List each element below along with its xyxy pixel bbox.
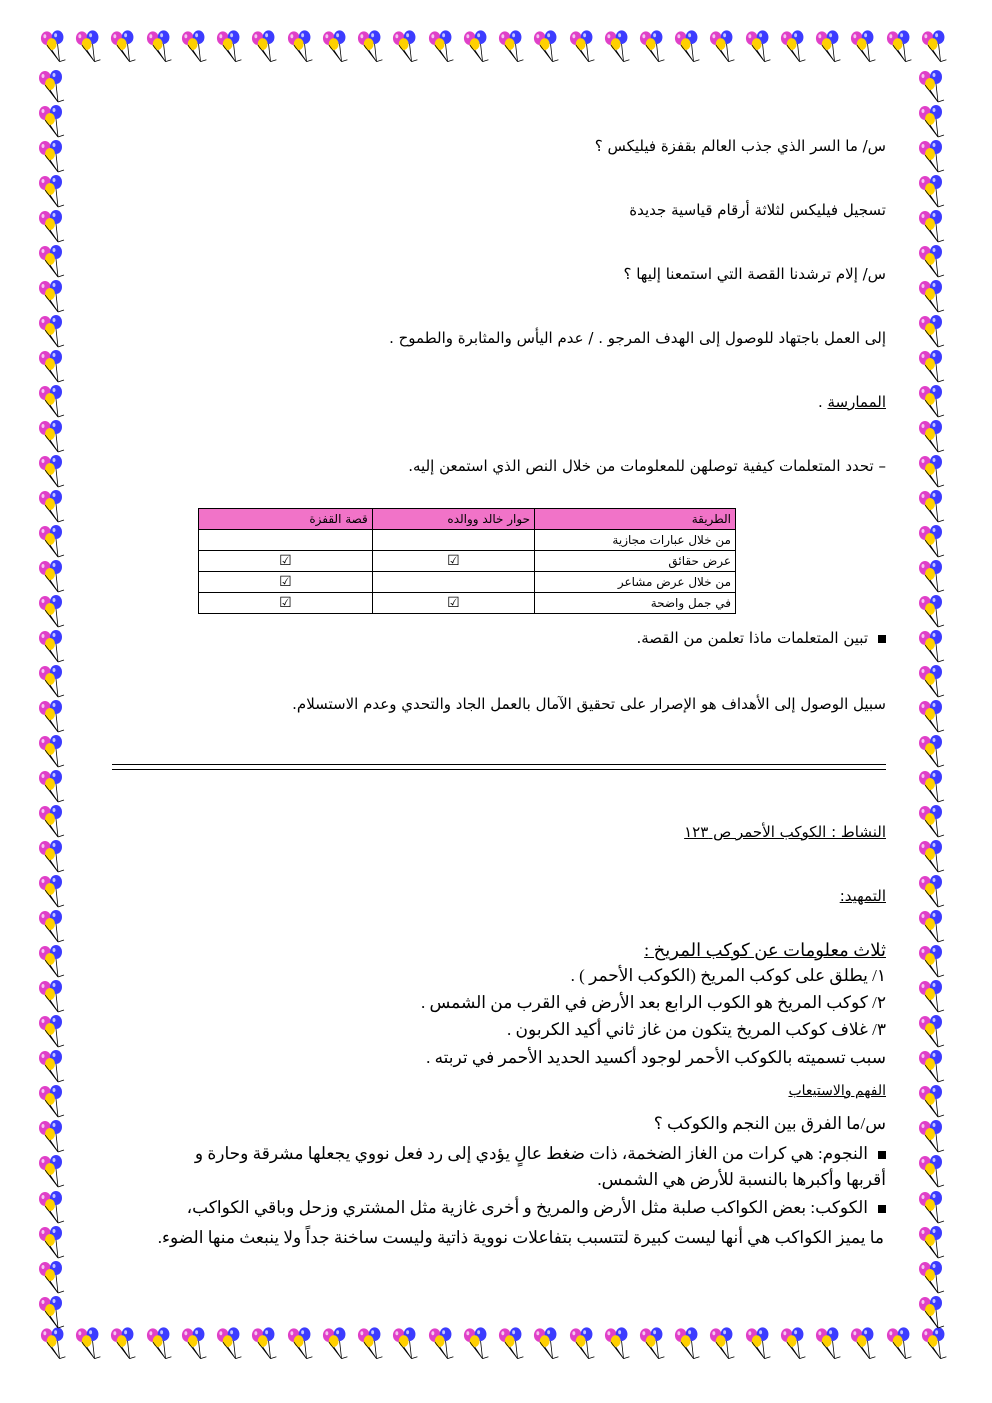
balloon-icon: [36, 70, 72, 104]
table-row: [199, 593, 736, 614]
square-bullet-icon: [878, 635, 886, 643]
balloon-icon: [813, 1327, 848, 1361]
checkbox-icon: ☑: [372, 551, 534, 572]
table-header-row: [199, 509, 736, 530]
balloon-icon: [916, 1191, 952, 1225]
balloon-icon: [36, 665, 72, 699]
fact-item: ١/ يطلق على كوكب المريخ (الكوكب الأحمر ) .: [570, 966, 886, 985]
balloon-icon: [426, 1327, 461, 1361]
balloon-icon: [73, 30, 108, 64]
balloon-icon: [36, 910, 72, 944]
square-bullet-icon: [878, 1151, 886, 1159]
balloon-icon: [916, 840, 952, 874]
practice-heading-suffix: .: [817, 393, 828, 411]
balloon-icon: [36, 1085, 72, 1119]
answer-1: تسجيل فيليكس لثلاثة أرقام قياسية جديدة: [629, 201, 886, 219]
fact-item: سبب تسميته بالكوكب الأحمر لوجود أكسيد الحديد الأحمر في تربته .: [426, 1048, 886, 1067]
balloon-border-bottom: [38, 1327, 954, 1367]
balloon-icon: [916, 70, 952, 104]
lesson-bullet-text: تبين المتعلمات ماذا تعلمن من القصة.: [636, 629, 868, 647]
balloon-icon: [73, 1327, 108, 1361]
balloon-border-right: [916, 70, 956, 1330]
star-line-1: النجوم: هي كرات من الغاز الضخمة، ذات ضغط عالٍ يؤدي إلى رد فعل نووي يجعلها مشرقة وحارة و: [194, 1144, 868, 1163]
balloon-icon: [916, 210, 952, 244]
balloon-icon: [919, 1327, 954, 1361]
balloon-icon: [602, 1327, 637, 1361]
practice-instruction: – تحدد المتعلمات كيفية توصلهن للمعلومات من خلال النص الذي استمعن إليه.: [408, 457, 886, 475]
table-row: [199, 530, 736, 551]
balloon-icon: [916, 735, 952, 769]
balloon-icon: [36, 525, 72, 559]
balloon-icon: [108, 1327, 143, 1361]
balloon-icon: [285, 1327, 320, 1361]
balloon-icon: [637, 30, 672, 64]
balloon-icon: [848, 1327, 883, 1361]
balloon-icon: [285, 30, 320, 64]
balloon-icon: [916, 910, 952, 944]
star-definition: [110, 1142, 886, 1166]
balloon-icon: [916, 805, 952, 839]
balloon-icon: [848, 30, 883, 64]
balloon-icon: [916, 385, 952, 419]
balloon-icon: [36, 455, 72, 489]
balloon-icon: [36, 805, 72, 839]
balloon-icon: [36, 1050, 72, 1084]
balloon-icon: [916, 1085, 952, 1119]
balloon-icon: [916, 245, 952, 279]
balloon-icon: [916, 1226, 952, 1260]
balloon-icon: [916, 175, 952, 209]
balloon-icon: [778, 1327, 813, 1361]
balloon-icon: [496, 30, 531, 64]
table-cell: عرض حقائق: [535, 551, 736, 572]
balloon-icon: [916, 525, 952, 559]
balloon-icon: [36, 630, 72, 664]
balloon-icon: [884, 1327, 919, 1361]
balloon-icon: [884, 30, 919, 64]
balloon-icon: [916, 1050, 952, 1084]
balloon-icon: [320, 30, 355, 64]
balloon-icon: [916, 1015, 952, 1049]
section-divider: [112, 764, 886, 770]
balloon-icon: [531, 30, 566, 64]
balloon-icon: [36, 245, 72, 279]
methods-table: [198, 508, 736, 614]
planet-definition: [110, 1196, 886, 1220]
balloon-icon: [916, 350, 952, 384]
balloon-icon: [390, 30, 425, 64]
star-line-2: أقربها وأكبرها بالنسبة للأرض هي الشمس.: [597, 1170, 886, 1189]
planet-line-1: الكوكب: بعض الكواكب صلبة مثل الأرض والمريخ و أخرى غازية مثل المشتري وزحل وباقي الكواكب،: [186, 1198, 868, 1217]
balloon-icon: [916, 455, 952, 489]
balloon-icon: [36, 1261, 72, 1295]
balloon-icon: [249, 30, 284, 64]
table-row: [199, 572, 736, 593]
comprehension-heading: الفهم والاستيعاب: [788, 1084, 886, 1099]
balloon-border-top: [38, 30, 954, 70]
balloon-icon: [916, 630, 952, 664]
table-cell: من خلال عبارات مجازية: [535, 530, 736, 551]
balloon-icon: [707, 1327, 742, 1361]
balloon-icon: [531, 1327, 566, 1361]
balloon-icon: [916, 665, 952, 699]
balloon-icon: [916, 560, 952, 594]
balloon-icon: [461, 30, 496, 64]
balloon-icon: [36, 700, 72, 734]
balloon-icon: [36, 350, 72, 384]
practice-heading: [110, 392, 886, 412]
balloon-icon: [36, 595, 72, 629]
balloon-icon: [36, 175, 72, 209]
checkbox-icon: ☑: [199, 572, 373, 593]
balloon-icon: [743, 30, 778, 64]
balloon-icon: [916, 1120, 952, 1154]
balloon-icon: [36, 385, 72, 419]
balloon-icon: [672, 1327, 707, 1361]
table-cell: [372, 530, 534, 551]
balloon-icon: [707, 30, 742, 64]
balloon-icon: [567, 1327, 602, 1361]
balloon-icon: [36, 1226, 72, 1260]
lesson-bullet: [110, 628, 886, 648]
balloon-icon: [916, 105, 952, 139]
balloon-icon: [461, 1327, 496, 1361]
balloon-icon: [36, 1296, 72, 1330]
balloon-icon: [144, 1327, 179, 1361]
table-header-method: الطريقة: [535, 509, 736, 530]
checkbox-icon: ☑: [199, 551, 373, 572]
balloon-icon: [38, 1327, 73, 1361]
balloon-border-left: [36, 70, 76, 1330]
balloon-icon: [919, 30, 954, 64]
balloon-icon: [916, 1155, 952, 1189]
table-cell: من خلال عرض مشاعر: [535, 572, 736, 593]
planet-line-2: ما يميز الكواكب هي أنها ليست كبيرة لتتسبب بتفاعلات نووية ذاتية وليست ساخنة جداً ولا ينبعث منها الضوء.: [157, 1228, 884, 1247]
balloon-icon: [179, 1327, 214, 1361]
table-cell: [199, 530, 373, 551]
balloon-icon: [36, 420, 72, 454]
balloon-icon: [355, 1327, 390, 1361]
checkbox-icon: ☑: [372, 593, 534, 614]
balloon-icon: [916, 1261, 952, 1295]
balloon-icon: [108, 30, 143, 64]
balloon-icon: [355, 30, 390, 64]
balloon-icon: [916, 315, 952, 349]
balloon-icon: [672, 30, 707, 64]
balloon-icon: [390, 1327, 425, 1361]
balloon-icon: [36, 315, 72, 349]
balloon-icon: [916, 490, 952, 524]
balloon-icon: [916, 770, 952, 804]
balloon-icon: [249, 1327, 284, 1361]
question-2: س/ إلام ترشدنا القصة التي استمعنا إليها ؟: [623, 265, 886, 283]
balloon-icon: [36, 280, 72, 314]
balloon-icon: [916, 1296, 952, 1330]
balloon-icon: [36, 1155, 72, 1189]
balloon-icon: [637, 1327, 672, 1361]
balloon-icon: [916, 420, 952, 454]
balloon-icon: [36, 770, 72, 804]
fact-item: ٢/ كوكب المريخ هو الكوب الرابع بعد الأرض في القرب من الشمس .: [420, 993, 886, 1012]
balloon-icon: [36, 560, 72, 594]
balloon-icon: [36, 735, 72, 769]
fact-item: ٣/ غلاف كوكب المريخ يتكون من غاز ثاني أكيد الكربون .: [507, 1020, 886, 1039]
balloon-icon: [36, 1015, 72, 1049]
balloon-icon: [36, 840, 72, 874]
table-row: [199, 551, 736, 572]
question-1: س/ ما السر الذي جذب العالم بقفزة فيليكس ؟: [594, 137, 886, 155]
balloon-icon: [36, 1120, 72, 1154]
balloon-icon: [743, 1327, 778, 1361]
lesson-summary: سبيل الوصول إلى الأهداف هو الإصرار على تحقيق الآمال بالعمل الجاد والتحدي وعدم الاستسلام.: [292, 695, 886, 713]
intro-heading: التمهيد:: [839, 887, 886, 905]
balloon-icon: [602, 30, 637, 64]
balloon-icon: [214, 30, 249, 64]
balloon-icon: [916, 700, 952, 734]
balloon-icon: [813, 30, 848, 64]
answer-2: إلى العمل باجتهاد للوصول إلى الهدف المرجو . / عدم اليأس والمثابرة والطموح .: [389, 329, 886, 347]
balloon-icon: [214, 1327, 249, 1361]
balloon-icon: [144, 30, 179, 64]
comprehension-question: س/ما الفرق بين النجم والكوكب ؟: [653, 1114, 886, 1133]
balloon-icon: [179, 30, 214, 64]
balloon-icon: [38, 30, 73, 64]
table-header-dialogue: حوار خالد ووالده: [372, 509, 534, 530]
table-cell: [372, 572, 534, 593]
balloon-icon: [426, 30, 461, 64]
balloon-icon: [916, 280, 952, 314]
balloon-icon: [916, 875, 952, 909]
table-cell: في جمل واضحة: [535, 593, 736, 614]
balloon-icon: [916, 980, 952, 1014]
balloon-icon: [778, 30, 813, 64]
balloon-icon: [36, 490, 72, 524]
balloon-icon: [36, 1191, 72, 1225]
activity-title: النشاط : الكوكب الأحمر ص ١٢٣: [684, 823, 886, 841]
balloon-icon: [496, 1327, 531, 1361]
balloon-icon: [916, 945, 952, 979]
square-bullet-icon: [878, 1205, 886, 1213]
checkbox-icon: ☑: [199, 593, 373, 614]
balloon-icon: [36, 105, 72, 139]
balloon-icon: [567, 30, 602, 64]
balloon-icon: [36, 210, 72, 244]
balloon-icon: [36, 945, 72, 979]
balloon-icon: [36, 140, 72, 174]
facts-heading: ثلاث معلومات عن كوكب المريخ :: [644, 940, 886, 960]
balloon-icon: [320, 1327, 355, 1361]
practice-heading-label: الممارسة: [827, 393, 886, 411]
balloon-icon: [916, 140, 952, 174]
balloon-icon: [36, 980, 72, 1014]
table-header-story: قصة القفزة: [199, 509, 373, 530]
balloon-icon: [36, 875, 72, 909]
balloon-icon: [916, 595, 952, 629]
